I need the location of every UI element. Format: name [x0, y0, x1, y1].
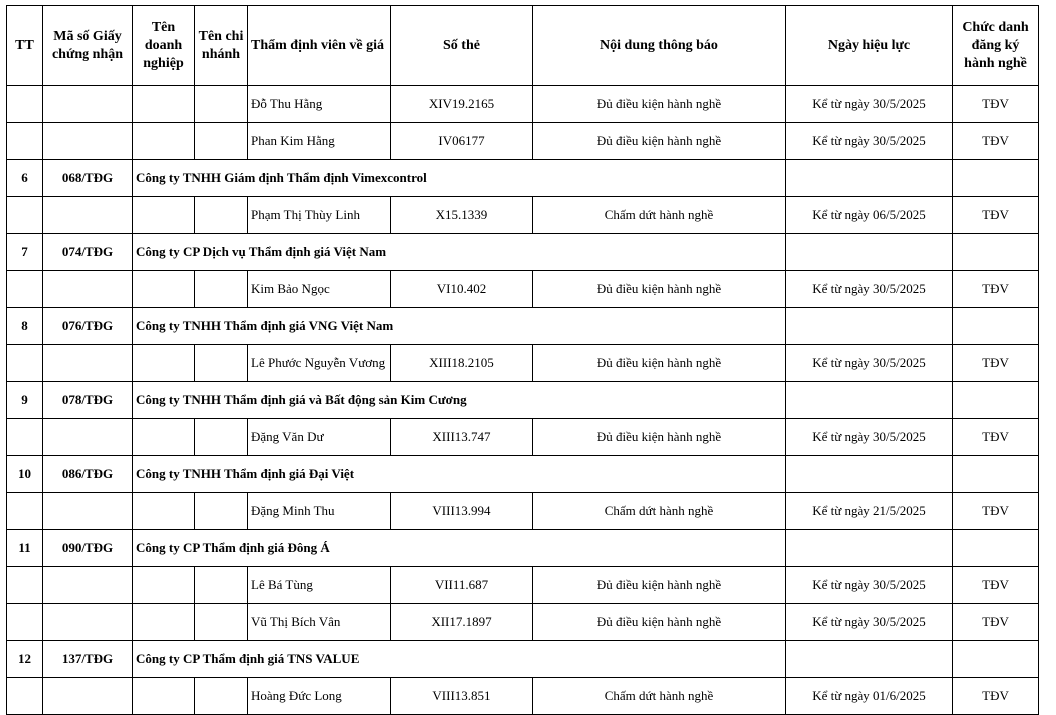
appraiser-name: Hoàng Đức Long: [248, 678, 391, 715]
empty-cell: [786, 308, 953, 345]
row-number: 6: [7, 160, 43, 197]
effective-date: Kể từ ngày 30/5/2025: [786, 345, 953, 382]
empty-cell: [133, 604, 195, 641]
empty-cell: [786, 456, 953, 493]
appraiser-name: Vũ Thị Bích Vân: [248, 604, 391, 641]
empty-cell: [43, 86, 133, 123]
row-number: 9: [7, 382, 43, 419]
empty-cell: [43, 604, 133, 641]
empty-cell: [43, 271, 133, 308]
empty-cell: [7, 123, 43, 160]
empty-cell: [786, 382, 953, 419]
notice-content: Đủ điều kiện hành nghề: [533, 567, 786, 604]
appraiser-row: [7, 345, 1039, 382]
company-row: [7, 234, 1039, 271]
notice-content: Đủ điều kiện hành nghề: [533, 86, 786, 123]
header-card-number: Số thẻ: [391, 6, 533, 86]
card-number: X15.1339: [391, 197, 533, 234]
appraiser-row: [7, 86, 1039, 123]
row-number: 12: [7, 641, 43, 678]
header-tt: TT: [7, 6, 43, 86]
appraiser-row: [7, 123, 1039, 160]
practice-title: TĐV: [953, 493, 1039, 530]
appraiser-name: Lê Phước Nguyễn Vương: [248, 345, 391, 382]
registry-table: [6, 5, 1039, 715]
notice-content: Đủ điều kiện hành nghề: [533, 123, 786, 160]
header-company-name: Tên doanh nghiệp: [133, 6, 195, 86]
appraiser-name: Lê Bá Tùng: [248, 567, 391, 604]
company-name: Công ty CP Thẩm định giá Đông Á: [133, 530, 786, 567]
empty-cell: [43, 493, 133, 530]
appraiser-name: Đỗ Thu Hằng: [248, 86, 391, 123]
appraiser-row: [7, 197, 1039, 234]
empty-cell: [195, 567, 248, 604]
empty-cell: [953, 234, 1039, 271]
practice-title: TĐV: [953, 678, 1039, 715]
empty-cell: [133, 493, 195, 530]
notice-content: Chấm dứt hành nghề: [533, 197, 786, 234]
practice-title: TĐV: [953, 345, 1039, 382]
card-number: XIV19.2165: [391, 86, 533, 123]
effective-date: Kể từ ngày 30/5/2025: [786, 567, 953, 604]
notice-content: Đủ điều kiện hành nghề: [533, 419, 786, 456]
empty-cell: [133, 197, 195, 234]
empty-cell: [786, 641, 953, 678]
empty-cell: [195, 197, 248, 234]
row-number: 8: [7, 308, 43, 345]
empty-cell: [133, 86, 195, 123]
empty-cell: [786, 160, 953, 197]
company-name: Công ty CP Dịch vụ Thẩm định giá Việt Nam: [133, 234, 786, 271]
empty-cell: [195, 604, 248, 641]
company-name: Công ty TNHH Giám định Thẩm định Vimexcontrol: [133, 160, 786, 197]
header-branch-name: Tên chi nhánh: [195, 6, 248, 86]
certificate-code: 074/TĐG: [43, 234, 133, 271]
header-effective-date: Ngày hiệu lực: [786, 6, 953, 86]
empty-cell: [953, 641, 1039, 678]
certificate-code: 086/TĐG: [43, 456, 133, 493]
certificate-code: 068/TĐG: [43, 160, 133, 197]
table-body: [7, 86, 1039, 715]
company-row: [7, 160, 1039, 197]
empty-cell: [133, 567, 195, 604]
effective-date: Kể từ ngày 21/5/2025: [786, 493, 953, 530]
practice-title: TĐV: [953, 123, 1039, 160]
empty-cell: [953, 530, 1039, 567]
company-name: Công ty TNHH Thẩm định giá và Bất động sản Kim Cương: [133, 382, 786, 419]
company-name: Công ty CP Thẩm định giá TNS VALUE: [133, 641, 786, 678]
empty-cell: [7, 567, 43, 604]
appraiser-name: Kim Bảo Ngọc: [248, 271, 391, 308]
card-number: XII17.1897: [391, 604, 533, 641]
empty-cell: [133, 271, 195, 308]
header-row: [7, 6, 1039, 86]
company-row: [7, 530, 1039, 567]
certificate-code: 137/TĐG: [43, 641, 133, 678]
empty-cell: [133, 345, 195, 382]
empty-cell: [195, 345, 248, 382]
appraiser-row: [7, 567, 1039, 604]
card-number: VII11.687: [391, 567, 533, 604]
empty-cell: [7, 604, 43, 641]
certificate-code: 076/TĐG: [43, 308, 133, 345]
empty-cell: [43, 345, 133, 382]
empty-cell: [786, 234, 953, 271]
practice-title: TĐV: [953, 567, 1039, 604]
effective-date: Kể từ ngày 30/5/2025: [786, 123, 953, 160]
effective-date: Kể từ ngày 01/6/2025: [786, 678, 953, 715]
card-number: VIII13.994: [391, 493, 533, 530]
effective-date: Kể từ ngày 06/5/2025: [786, 197, 953, 234]
card-number: VIII13.851: [391, 678, 533, 715]
company-row: [7, 641, 1039, 678]
empty-cell: [133, 123, 195, 160]
practice-title: TĐV: [953, 86, 1039, 123]
certificate-code: 078/TĐG: [43, 382, 133, 419]
empty-cell: [195, 86, 248, 123]
notice-content: Chấm dứt hành nghề: [533, 493, 786, 530]
empty-cell: [7, 197, 43, 234]
empty-cell: [133, 419, 195, 456]
empty-cell: [7, 271, 43, 308]
company-row: [7, 382, 1039, 419]
practice-title: TĐV: [953, 604, 1039, 641]
card-number: XIII13.747: [391, 419, 533, 456]
empty-cell: [195, 493, 248, 530]
empty-cell: [43, 567, 133, 604]
appraiser-name: Đặng Minh Thu: [248, 493, 391, 530]
company-name: Công ty TNHH Thẩm định giá VNG Việt Nam: [133, 308, 786, 345]
card-number: VI10.402: [391, 271, 533, 308]
appraiser-row: [7, 493, 1039, 530]
effective-date: Kể từ ngày 30/5/2025: [786, 419, 953, 456]
notice-content: Đủ điều kiện hành nghề: [533, 604, 786, 641]
row-number: 11: [7, 530, 43, 567]
appraiser-row: [7, 271, 1039, 308]
header-notice-content: Nội dung thông báo: [533, 6, 786, 86]
empty-cell: [195, 419, 248, 456]
empty-cell: [953, 382, 1039, 419]
notice-content: Đủ điều kiện hành nghề: [533, 271, 786, 308]
row-number: 7: [7, 234, 43, 271]
row-number: 10: [7, 456, 43, 493]
effective-date: Kể từ ngày 30/5/2025: [786, 271, 953, 308]
appraiser-row: [7, 604, 1039, 641]
effective-date: Kể từ ngày 30/5/2025: [786, 604, 953, 641]
empty-cell: [7, 419, 43, 456]
empty-cell: [7, 86, 43, 123]
empty-cell: [786, 530, 953, 567]
empty-cell: [43, 123, 133, 160]
empty-cell: [43, 419, 133, 456]
empty-cell: [43, 197, 133, 234]
appraiser-name: Đặng Văn Dư: [248, 419, 391, 456]
company-row: [7, 456, 1039, 493]
empty-cell: [953, 160, 1039, 197]
practice-title: TĐV: [953, 419, 1039, 456]
appraiser-row: [7, 419, 1039, 456]
company-name: Công ty TNHH Thẩm định giá Đại Việt: [133, 456, 786, 493]
empty-cell: [953, 308, 1039, 345]
empty-cell: [953, 456, 1039, 493]
card-number: IV06177: [391, 123, 533, 160]
appraiser-name: Phạm Thị Thùy Linh: [248, 197, 391, 234]
empty-cell: [195, 123, 248, 160]
header-certificate-code: Mã số Giấy chứng nhận: [43, 6, 133, 86]
certificate-code: 090/TĐG: [43, 530, 133, 567]
header-practice-title: Chức danh đăng ký hành nghề: [953, 6, 1039, 86]
notice-content: Chấm dứt hành nghề: [533, 678, 786, 715]
appraiser-name: Phan Kim Hằng: [248, 123, 391, 160]
practice-title: TĐV: [953, 197, 1039, 234]
empty-cell: [7, 345, 43, 382]
notice-content: Đủ điều kiện hành nghề: [533, 345, 786, 382]
effective-date: Kể từ ngày 30/5/2025: [786, 86, 953, 123]
empty-cell: [7, 493, 43, 530]
empty-cell: [195, 271, 248, 308]
company-row: [7, 308, 1039, 345]
card-number: XIII18.2105: [391, 345, 533, 382]
header-appraiser: Thẩm định viên về giá: [248, 6, 391, 86]
practice-title: TĐV: [953, 271, 1039, 308]
